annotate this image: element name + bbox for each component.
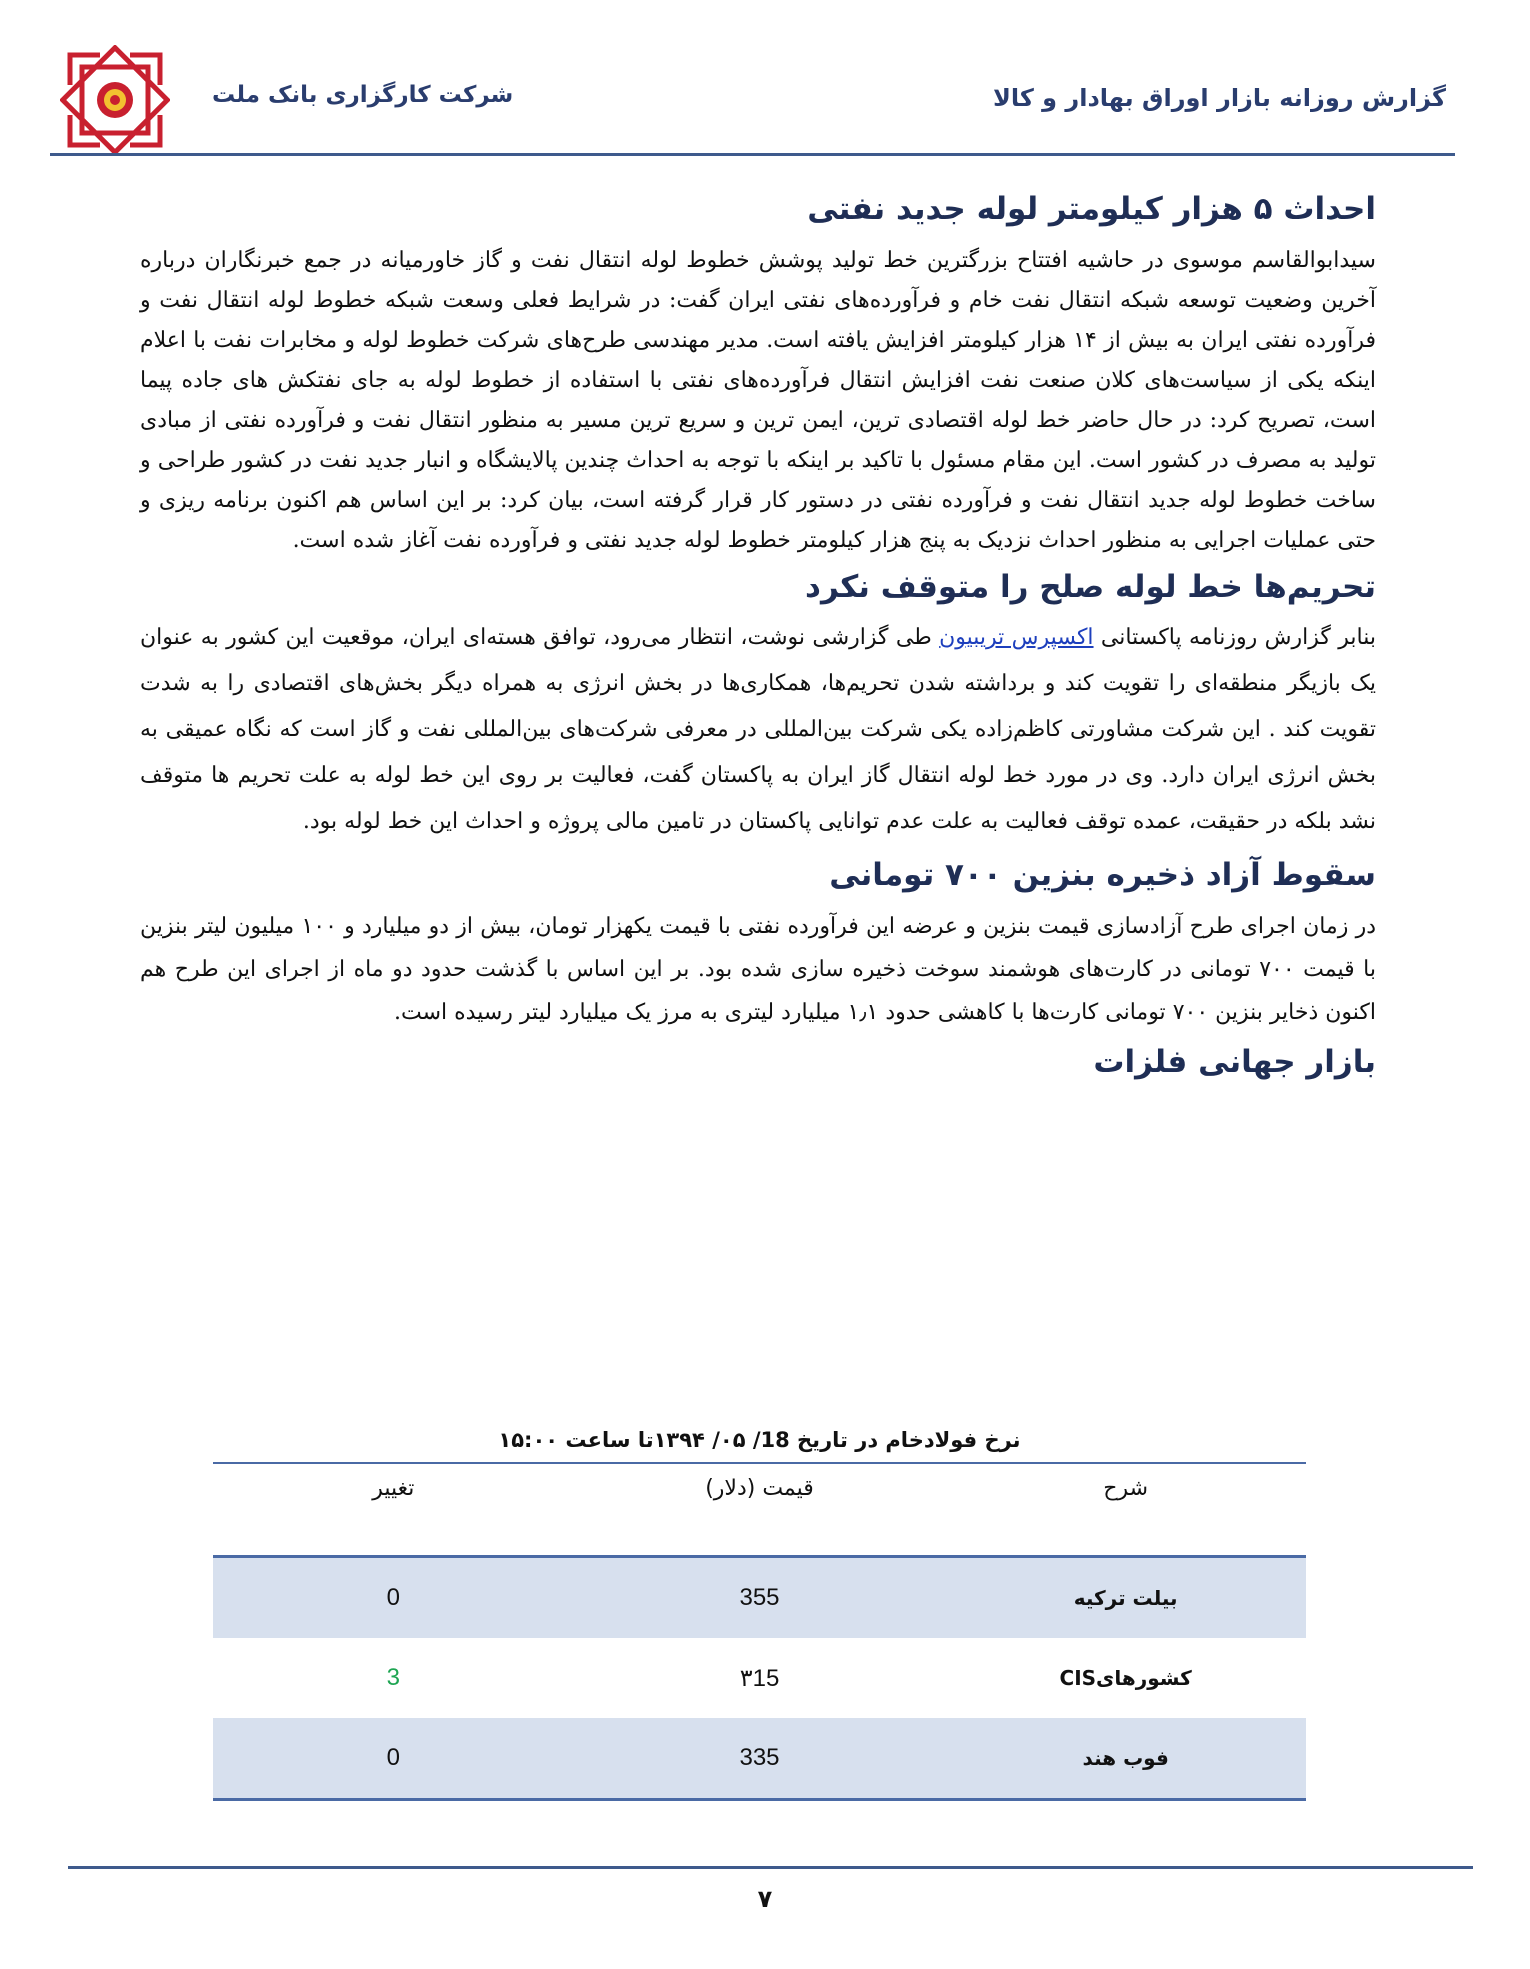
article-content [140, 185, 1376, 1088]
section-title: بازار جهانی فلزات [1093, 1044, 1376, 1080]
row-change: 0 [213, 1557, 574, 1639]
header-description: شرح [945, 1464, 1306, 1557]
table-header-row [213, 1464, 1306, 1557]
header-price: قیمت (دلار) [574, 1464, 946, 1557]
steel-price-table [213, 1428, 1306, 1801]
row-change: 0 [213, 1718, 574, 1800]
row-label: فوب هند [945, 1718, 1306, 1800]
section-metals [140, 1038, 1376, 1086]
page-header [0, 0, 1530, 160]
row-label: بیلت ترکیه [945, 1557, 1306, 1639]
section-body [140, 615, 1376, 845]
body-text: طی گزارشی نوشت، انتظار می‌رود، توافق هسته‌ای ایران، موقعیت این کشور به عنوان یک بازیگر منطقه‌ای را تقویت کند و برداشته شدن تحریم‌ها، همکاری‌ها در بخش انرژی به همراه دیگر بخش‌های اقتصادی را به شدت تقویت کند . این شرکت مشاورتی کاظم‌زاده یکی شرکت بین‌المللی در معرفی شرکت‌های بین‌المللی نفت و گاز است که نگاه عمیقی به بخش انرژی ایران دارد. وی در مورد خط لوله انتقال گاز ایران به پاکستان گفت، فعالیت بر روی این خط لوله به علت تحریم ها متوقف نشد بلکه در حقیقت، عمده توقف فعالیت به علت عدم توانایی پاکستان در تامین مالی پروژه و احداث این خط لوله بود. [140, 625, 1376, 834]
body-text: بنابر گزارش روزنامه پاکستانی [1093, 625, 1376, 650]
section-gasoline [140, 851, 1376, 1034]
price-table [213, 1464, 1306, 1801]
express-tribune-link[interactable]: اکسپرس تریبیون [939, 625, 1094, 650]
company-name: شرکت کارگزاری بانک ملت [212, 82, 514, 108]
section-body: سیدابوالقاسم موسوی در حاشیه افتتاح بزرگترین خط تولید پوشش خطوط لوله انتقال نفت و گاز خاورمیانه در جمع خبرنگاران درباره آخرین وضعیت توسعه شبکه انتقال نفت خام و فرآورده‌های نفتی ایران گفت: در شرایط فعلی وسعت شبکه خطوط لوله انتقال نفت و فرآورده نفتی ایران به بیش از ۱۴ هزار کیلومتر افزایش یافته است. مدیر مهندسی طرح‌های شرکت خطوط لوله و مخابرات نفت با اعلام اینکه یکی از سیاست‌های کلان صنعت نفت افزایش انتقال فرآورده‌های نفتی با استفاده از خطوط لوله به جای نفتکش های جاده پیما است، تصریح کرد: در حال حاضر خط لوله اقتصادی ترین، ایمن ترین و سریع ترین مسیر به منظور انتقال نفت و فرآورده نفتی از مبادی تولید به مصرف در کشور است. این مقام مسئول با تاکید بر اینکه با توجه به احداث چندین پالایشگاه و انبار جدید نفت در کشور طراحی و ساخت خطوط لوله جدید انتقال نفت و فرآورده نفتی در دستور کار قرار گرفته است، بیان کرد: بر این اساس هم اکنون برنامه ریزی و حتی عملیات اجرایی به منظور احداث نزدیک به پنج هزار کیلومتر خطوط لوله جدید نفتی و فرآورده نفت آغاز شده است. [140, 248, 1376, 553]
section-body: در زمان اجرای طرح آزادسازی قیمت بنزین و عرضه این فرآورده نفتی با قیمت یکهزار تومان، بیش از دو میلیارد و ۱۰۰ میلیون لیتر بنزین با قیمت ۷۰۰ تومانی در کارت‌های هوشمند سوخت ذخیره سازی شده بود. بر این اساس با گذشت حدود دو ماه از اجرای این طرح هم اکنون ذخایر بنزین ۷۰۰ تومانی کارت‌ها با کاهشی حدود ۱٫۱ میلیارد لیتری به مرز یک میلیارد لیتر رسیده است. [140, 914, 1377, 1025]
section-title: تحریم‌ها خط لوله صلح را متوقف نکرد [805, 569, 1376, 605]
report-title: گزارش روزانه بازار اوراق بهادار و کالا [992, 84, 1446, 112]
table-row [213, 1718, 1306, 1800]
row-price: 335 [574, 1718, 946, 1800]
page-number: ۷ [757, 1885, 773, 1913]
footer-divider [68, 1866, 1473, 1869]
section-pipeline [140, 185, 1376, 561]
section-sanctions [140, 563, 1376, 845]
section-title: احداث ۵ هزار کیلومتر لوله جدید نفتی [807, 191, 1376, 227]
row-label: کشورهایCIS [1059, 1666, 1192, 1690]
header-change: تغییر [213, 1464, 574, 1557]
row-price: ۳15 [739, 1664, 780, 1692]
bank-mellat-logo-icon [60, 45, 170, 155]
row-price: 355 [574, 1557, 946, 1639]
table-row [213, 1557, 1306, 1639]
table-row [213, 1638, 1306, 1718]
header-divider [50, 153, 1455, 156]
row-change: 3 [386, 1664, 401, 1691]
section-title: سقوط آزاد ذخیره بنزین ۷۰۰ تومانی [829, 857, 1376, 893]
table-caption: نرخ فولادخام در تاریخ 18/ ۰۵/ ۱۳۹۴تا ساعت ۱۵:۰۰ [213, 1428, 1306, 1464]
